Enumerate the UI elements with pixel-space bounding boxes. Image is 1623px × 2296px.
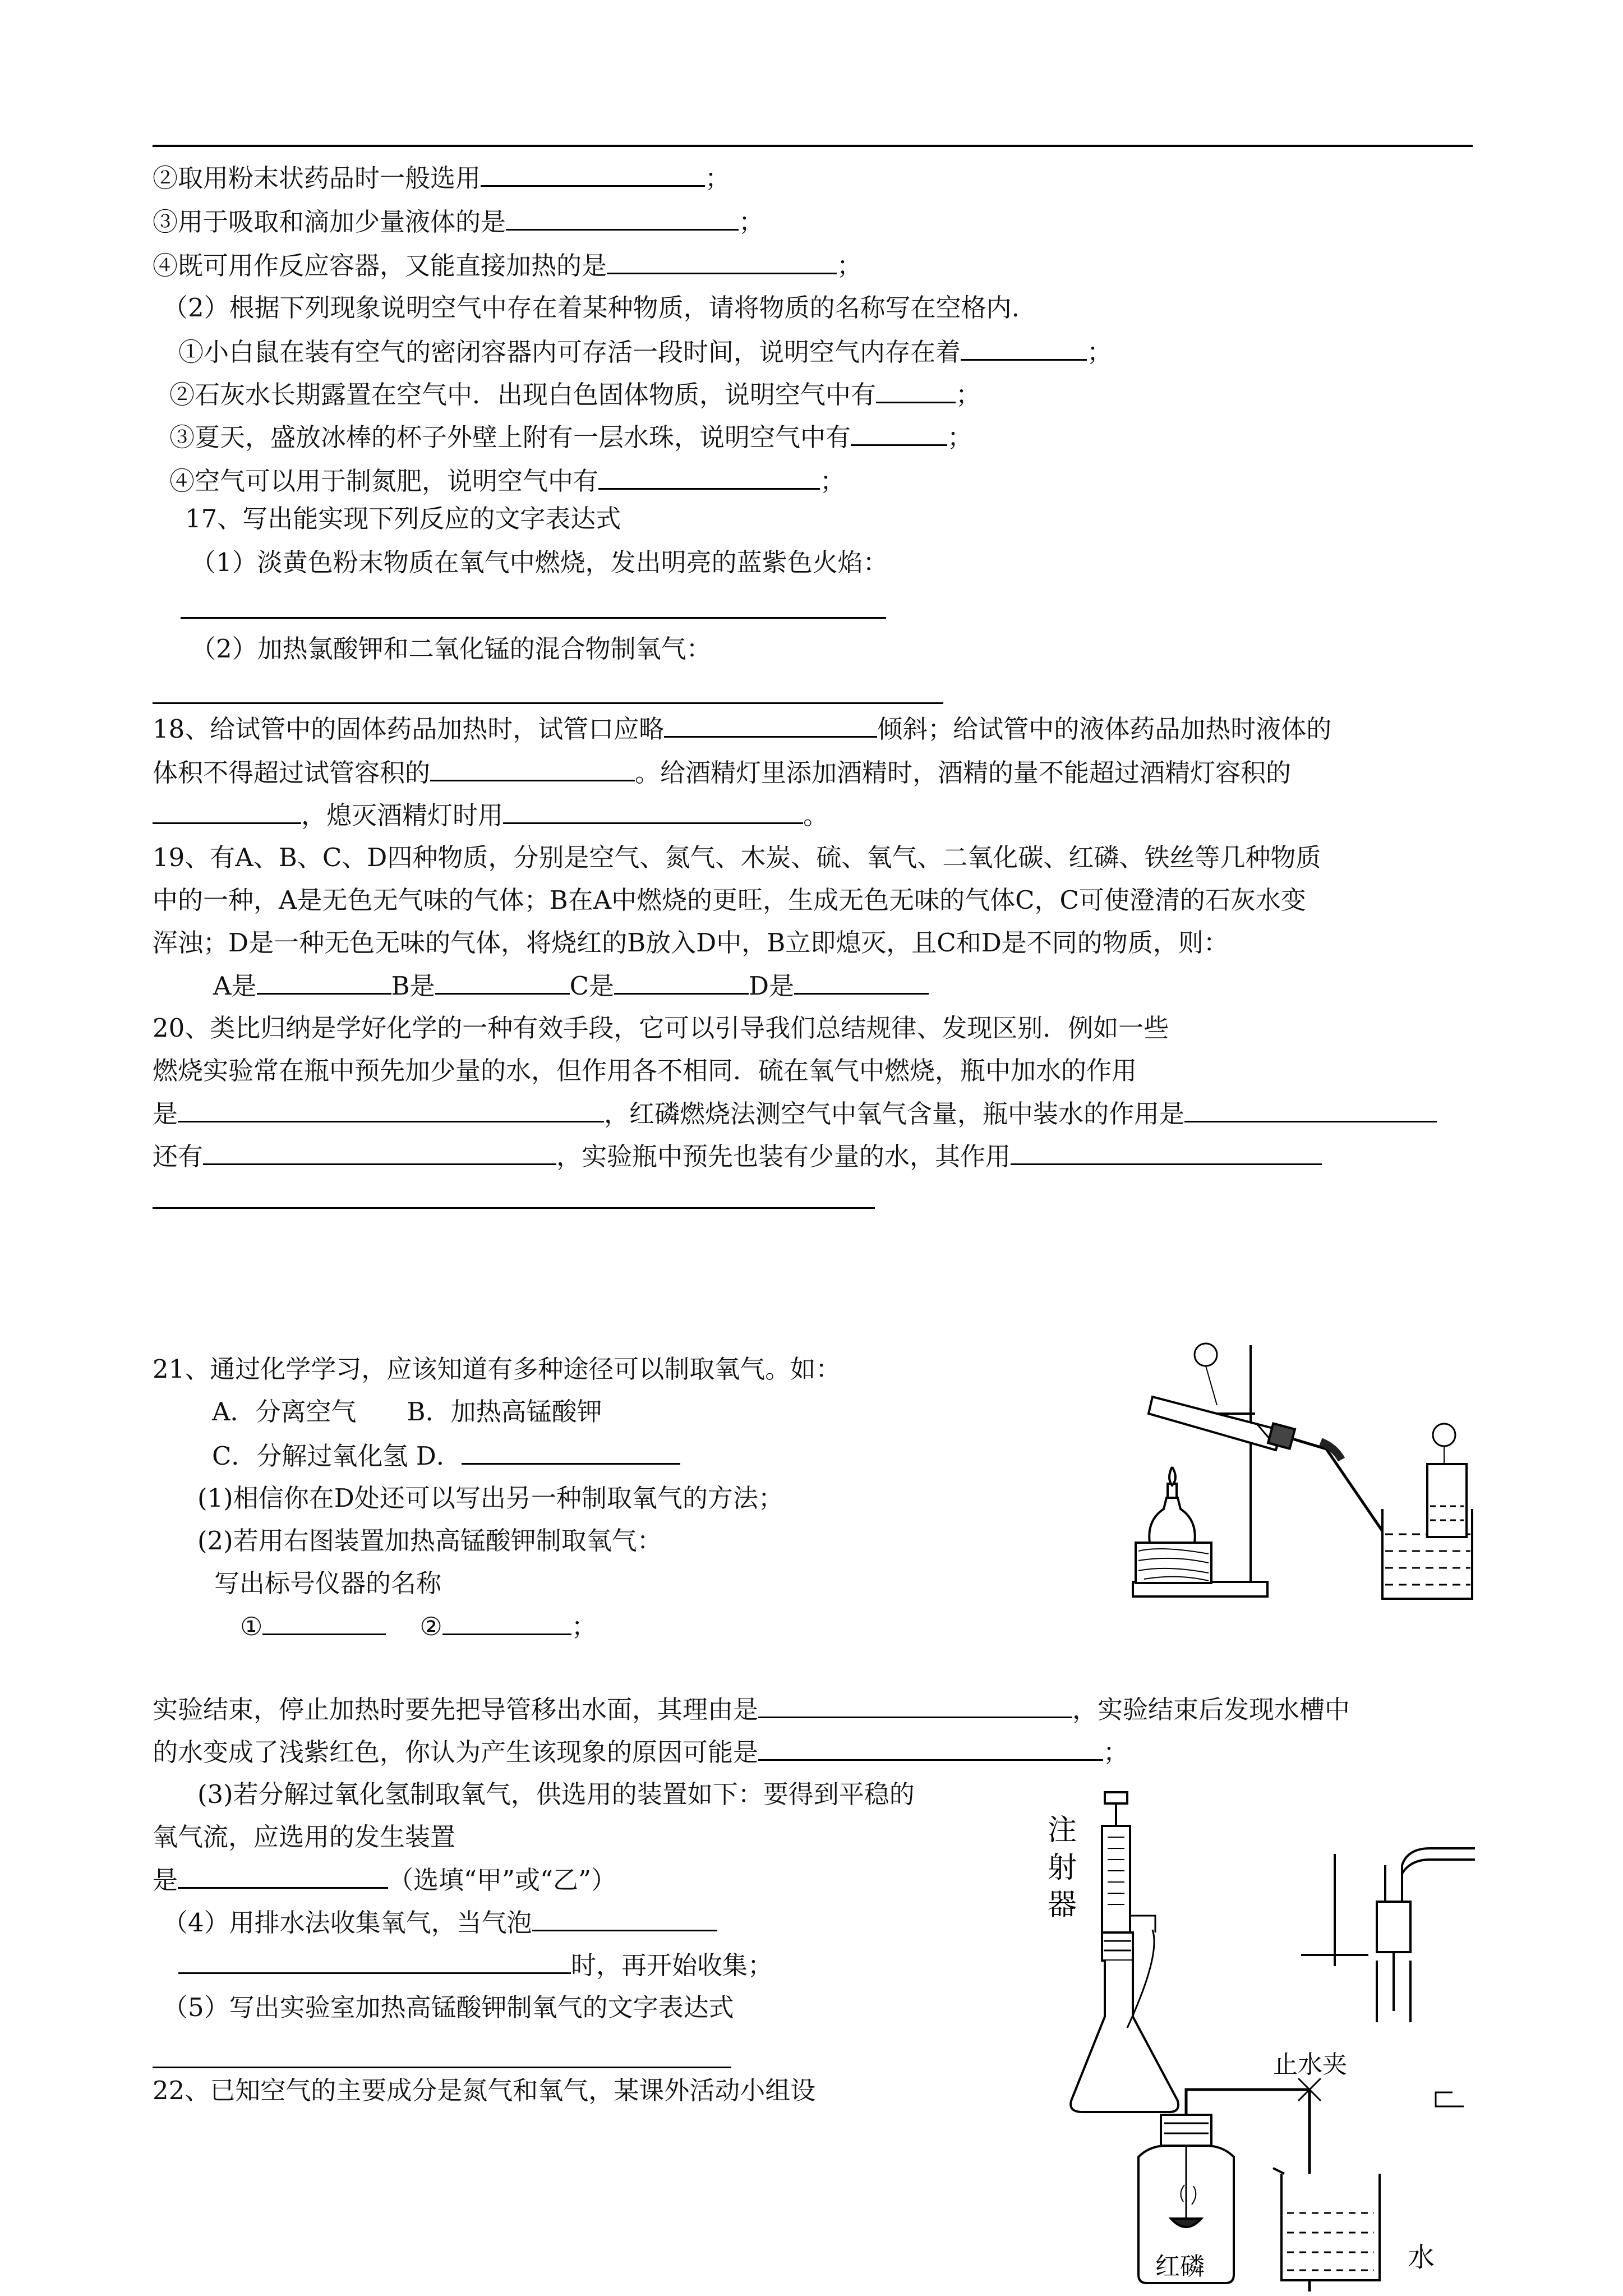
instrument-1-label: ① — [240, 1612, 263, 1641]
q16-item-4 — [153, 250, 862, 281]
answer-blank[interactable] — [607, 250, 837, 274]
answer-blank[interactable] — [1011, 1141, 1322, 1165]
q16-answer-2 — [169, 379, 981, 410]
answer-blank[interactable] — [462, 1441, 680, 1465]
answer-blank[interactable] — [758, 1737, 1103, 1761]
q16-sub-2: （2）根据下列现象说明空气中存在着某种物质，请将物质的名称写在空格内. — [163, 293, 1020, 323]
label-1-circle — [1195, 1343, 1217, 1366]
water-label: 水 — [1408, 2242, 1435, 2273]
q19-b-label: B是 — [391, 971, 435, 1001]
q18-line-2 — [153, 757, 1291, 788]
clamp-label: 止水夹 — [1273, 2050, 1347, 2079]
q16-item-4-text: ④既可用作反应容器，又能直接加热的是 — [153, 251, 607, 280]
instrument-2-label: ② — [419, 1612, 442, 1641]
q19-line-1: 19、有A、B、C、D四种物质，分别是空气、氮气、木炭、硫、氧气、二氧化碳、红磷、铁丝等几种物质 — [153, 843, 1321, 872]
q18-line-3-text-a: ，熄灭酒精灯时用 — [301, 800, 504, 830]
syringe-label-1: 注 — [1048, 1814, 1077, 1847]
q21-part-4 — [163, 1907, 717, 1938]
answer-blank[interactable] — [664, 714, 877, 738]
q19-c-label: C是 — [569, 971, 615, 1001]
q21-part-3: (3)若分解过氧化氢制取氧气，供选用的装置如下：要得到平稳的 — [197, 1779, 915, 1809]
punct: ； — [571, 1612, 597, 1641]
q17-answer-line-2[interactable] — [153, 702, 943, 704]
answer-blank[interactable] — [262, 1611, 386, 1635]
answer-blank[interactable] — [794, 970, 929, 995]
q20-line-4-text-a: 还有 — [153, 1142, 204, 1171]
punct: ； — [837, 251, 863, 280]
q21-options-ab: A．分离空气 B．加热高锰酸钾 — [212, 1397, 602, 1427]
answer-blank[interactable] — [442, 1611, 571, 1635]
answer-blank[interactable] — [257, 970, 391, 995]
answer-blank[interactable] — [1184, 1098, 1437, 1122]
q18-line-1-text-a: 18、给试管中的固体药品加热时，试管口应略 — [153, 714, 665, 744]
q16-item-3-text: ③用于吸取和滴加少量液体的是 — [153, 207, 506, 237]
q16-answer-4-text: ④空气可以用于制氮肥，说明空气中有 — [169, 466, 599, 496]
q21-end-line-2 — [153, 1737, 1128, 1768]
q20-line-3 — [153, 1098, 1437, 1129]
q21-part-3b: 氧气流，应选用的发生装置 — [153, 1822, 456, 1852]
q21-end-1-text-b: ，实验结束后发现水槽中 — [1072, 1695, 1350, 1724]
q16-item-2 — [153, 163, 730, 194]
q18-line-2-text-b: 。给酒精灯里添加酒精时，酒精的量不能超过酒精灯容积的 — [635, 758, 1292, 788]
q20-line-4 — [153, 1141, 1322, 1172]
q18-line-2-text-a: 体积不得超过试管容积的 — [153, 758, 431, 788]
syringe-label-3: 器 — [1048, 1888, 1077, 1922]
q21-part-5: （5）写出实验室加热高锰酸钾制氧气的文字表达式 — [163, 1993, 734, 2022]
q22-line-1: 22、已知空气的主要成分是氮气和氧气，某课外活动小组设 — [153, 2076, 816, 2105]
q20-line-4-text-b: ，实验瓶中预先也装有少量的水，其作用 — [556, 1142, 1011, 1171]
q16-answer-3-text: ③夏天，盛放冰棒的杯子外壁上附有一层水珠，说明空气中有 — [169, 422, 851, 452]
q17-sub-2: （2）加热氯酸钾和二氧化锰的混合物制氧气： — [191, 634, 712, 664]
answer-blank[interactable] — [876, 379, 956, 403]
punct: ； — [820, 466, 846, 496]
syringe-label-2: 射 — [1048, 1851, 1077, 1885]
answer-blank[interactable] — [178, 1098, 604, 1122]
q17-sub-1: （1）淡黄色粉末物质在氧气中燃烧，发出明亮的蓝紫色火焰： — [191, 547, 888, 577]
q21-line-1: 21、通过化学学习，应该知道有多种途径可以制取氧气。如： — [153, 1354, 841, 1384]
punct: ； — [956, 380, 981, 409]
q16-item-2-text: ②取用粉末状药品时一般选用 — [153, 163, 481, 193]
q16-answer-2-text: ②石灰水长期露置在空气中．出现白色固体物质，说明空气中有 — [169, 380, 877, 409]
q19-d-label: D是 — [749, 971, 795, 1001]
q21-part-4b-text: 时，再开始收集； — [571, 1950, 773, 1980]
q21-part-3c — [153, 1865, 616, 1895]
answer-blank[interactable] — [430, 757, 635, 781]
punct: ； — [1103, 1737, 1129, 1767]
q16-answer-1-text: ①小白鼠在装有空气的密闭容器内可存活一段时间，说明空气内存在着 — [178, 337, 961, 367]
q16-answer-4 — [169, 466, 845, 496]
q21-part-1: (1)相信你在D处还可以写出另一种制取氧气的方法； — [197, 1483, 783, 1513]
q21-part-3d-text: （选填“甲”或“乙”） — [388, 1865, 617, 1895]
q20-line-1: 20、类比归纳是学好化学的一种有效手段，它可以引导我们总结规律、发现区别．例如一些 — [153, 1013, 1169, 1043]
q21-end-2-text: 的水变成了浅紫红色，你认为产生该现象的原因可能是 — [153, 1737, 759, 1767]
q21-end-1-text-a: 实验结束，停止加热时要先把导管移出水面，其理由是 — [153, 1695, 759, 1724]
q16-item-3 — [153, 206, 764, 237]
q20-answer-line[interactable] — [153, 1207, 875, 1209]
punct: ； — [739, 207, 764, 237]
q20-line-2: 燃烧实验常在瓶中预先加少量的水，但作用各不相同．硫在氧气中燃烧，瓶中加水的作用 — [153, 1056, 1137, 1085]
answer-blank[interactable] — [758, 1694, 1072, 1718]
q21-option-cd-text: C．分解过氧化氢 D． — [212, 1441, 462, 1471]
label-2-circle — [1433, 1424, 1455, 1446]
answer-blank[interactable] — [851, 422, 947, 446]
q19-answers — [213, 970, 929, 1001]
q19-line-3: 浑浊；D是一种无色无味的气体，将烧红的B放入D中，B立即熄灭，且C和D是不同的物质，则： — [153, 928, 1229, 958]
answer-blank[interactable] — [481, 163, 705, 187]
q21-part-4b — [178, 1950, 773, 1981]
q18-line-1-text-b: 倾斜；给试管中的液体药品加热时液体的 — [877, 714, 1332, 744]
answer-blank[interactable] — [178, 1950, 571, 1974]
q21-part-2: (2)若用右图装置加热高锰酸钾制取氧气： — [197, 1526, 662, 1556]
q17-answer-line-1[interactable] — [181, 617, 886, 619]
answer-blank[interactable] — [178, 1865, 388, 1889]
q17-title: 17、写出能实现下列反应的文字表达式 — [185, 504, 621, 533]
q21-instrument-names — [240, 1611, 597, 1642]
answer-blank[interactable] — [598, 466, 820, 490]
q16-answer-3 — [169, 422, 972, 453]
punct: ； — [705, 163, 731, 193]
phosphorus-label: 红磷 — [1155, 2252, 1205, 2281]
q18-line-3-text-b: 。 — [803, 800, 829, 830]
answer-blank[interactable] — [506, 206, 739, 231]
header-rule — [153, 145, 1473, 147]
q19-line-2: 中的一种，A是无色无气味的气体；B在A中燃烧的更旺，生成无色无味的气体C，C可使澄清的石灰水变 — [153, 885, 1306, 915]
punct: ； — [1087, 337, 1113, 367]
answer-blank[interactable] — [203, 1141, 556, 1165]
answer-blank[interactable] — [614, 970, 749, 995]
answer-blank[interactable] — [961, 337, 1087, 361]
q18-line-3 — [153, 800, 828, 831]
kmno4-apparatus-figure — [1127, 1341, 1475, 1632]
kmno4-apparatus-drawing — [1127, 1341, 1475, 1632]
q21-part-3c-text: 是 — [153, 1865, 178, 1895]
q21-part-4-text: （4）用排水法收集氧气，当气泡 — [163, 1908, 532, 1938]
answer-blank[interactable] — [503, 800, 803, 824]
q16-answer-1 — [178, 337, 1112, 367]
phosphorus-apparatus-figure — [1038, 1787, 1475, 2292]
q21-option-cd — [212, 1441, 680, 1471]
punct: ； — [947, 422, 973, 452]
q21-end-line-1 — [153, 1694, 1350, 1725]
q21-part-2b: 写出标号仪器的名称 — [214, 1568, 442, 1598]
q18-line-1 — [153, 714, 1331, 744]
q20-line-3-text-b: ，红磷燃烧法测空气中氧气含量，瓶中装水的作用是 — [604, 1099, 1185, 1129]
answer-blank[interactable] — [153, 800, 301, 824]
q19-a-label: A是 — [213, 971, 257, 1001]
q20-line-3-text-a: 是 — [153, 1099, 178, 1129]
q21-answer-line[interactable] — [153, 2067, 731, 2068]
answer-blank[interactable] — [435, 970, 570, 995]
phosphorus-apparatus-drawing — [1038, 1787, 1475, 2292]
answer-blank[interactable] — [532, 1907, 717, 1931]
